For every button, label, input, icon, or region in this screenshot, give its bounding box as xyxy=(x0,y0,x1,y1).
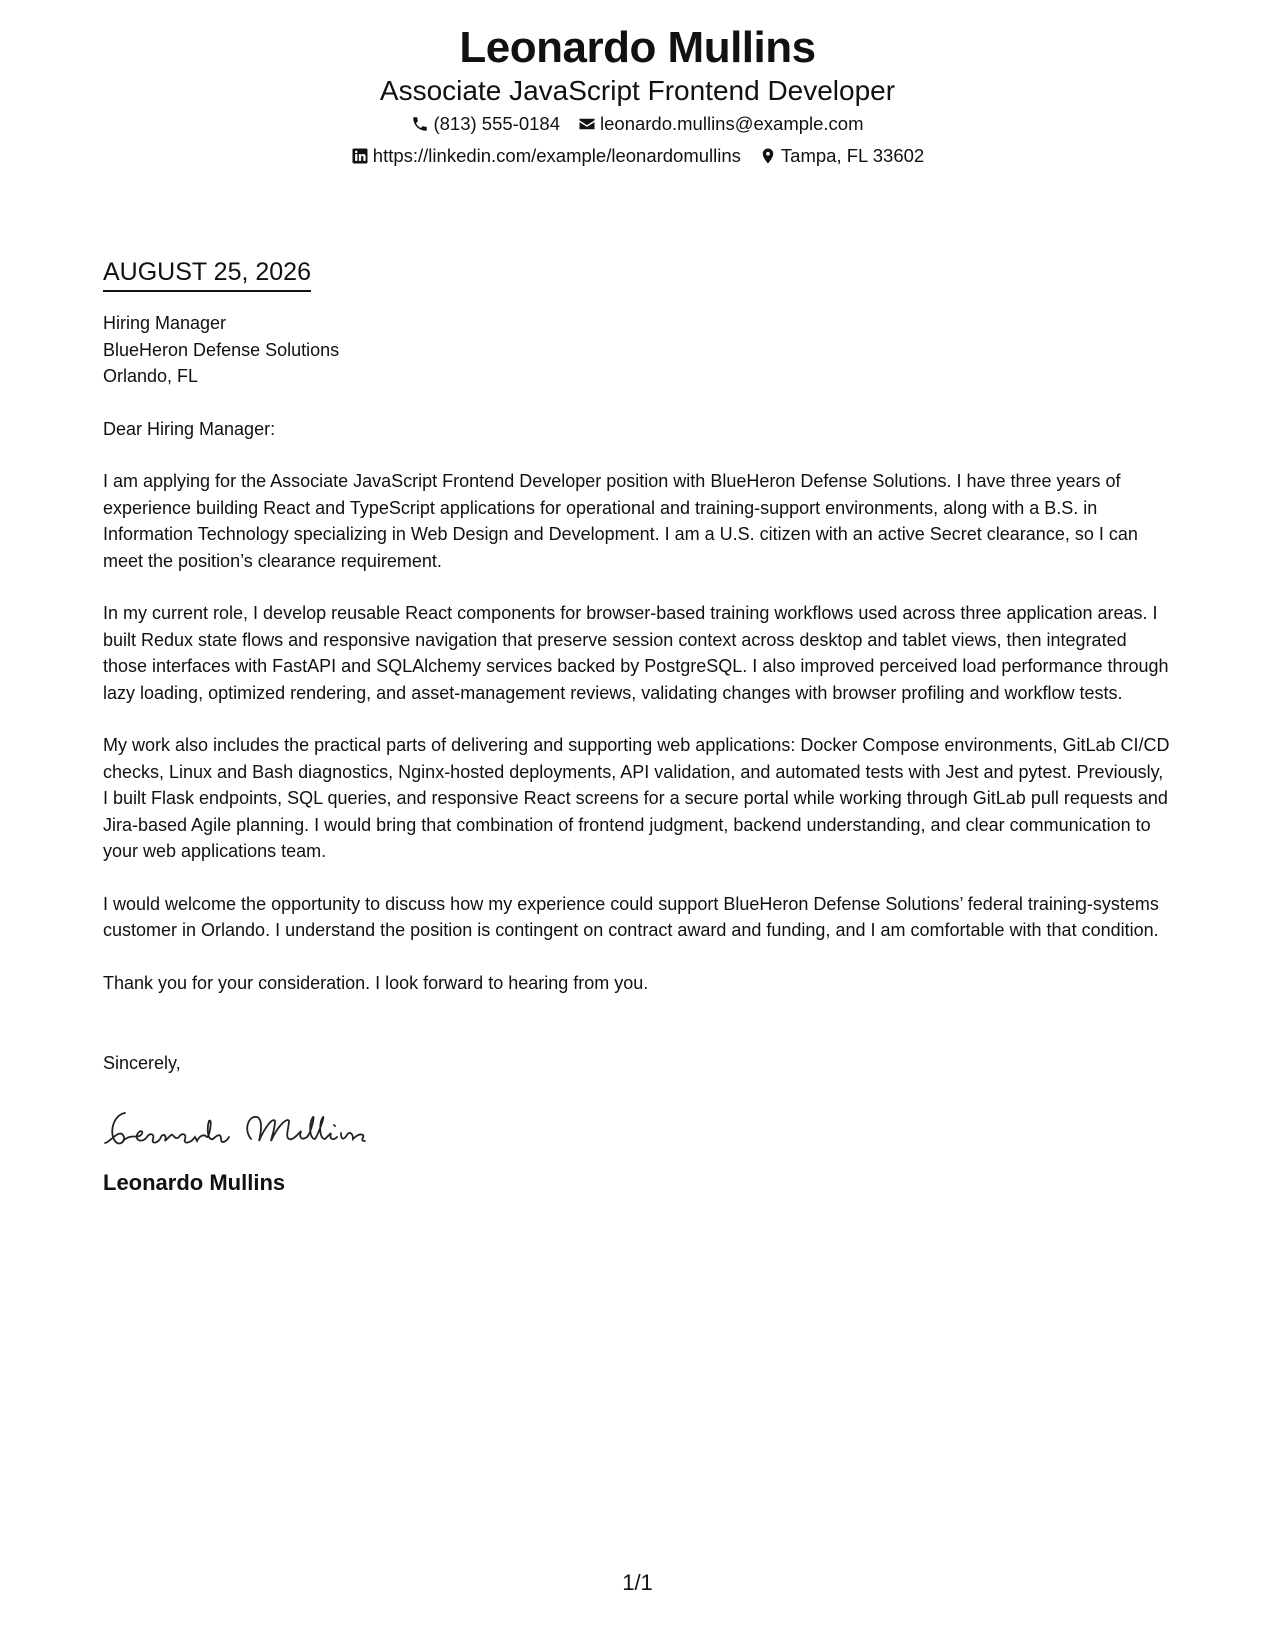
body-paragraph: My work also includes the practical parts of delivering and supporting web applications: Docker Compose environments, GitLab CI/CD checks, Linux and Bash diagnostics, Nginx-hosted deployments, API validation, and automated tests with Jest and pytest. Previously, I built Flask endpoints, SQL queries, and responsive React screens for a secure portal while working through GitLab pull requests and Jira-based Agile planning. I would bring that combination of frontend judgment, backend understanding, and clear communication to your web applications team. xyxy=(103,735,1170,861)
handwritten-signature xyxy=(103,1103,1173,1151)
letter-header xyxy=(0,22,1275,172)
closing: Sincerely, xyxy=(103,1053,181,1073)
body-paragraph: I would welcome the opportunity to discuss how my experience could support BlueHeron Defense Solutions’ federal training-systems customer in Orlando. I understand the position is contingent on contract award and funding, and I am comfortable with that condition. xyxy=(103,893,1159,940)
location-text: Tampa, FL 33602 xyxy=(780,145,925,166)
body-paragraph: In my current role, I develop reusable React components for browser-based training workflows used across three application areas. I built Redux state flows and responsive navigation that preserve session context across desktop and tablet views, then integrated those interfaces with FastAPI and SQLAlchemy services backed by PostgreSQL. I also improved perceived load performance through lazy loading, optimized rendering, and asset-management reviews, validating changes with browser profiling and workflow tests. xyxy=(103,603,1169,703)
contact-linkedin[interactable] xyxy=(351,140,741,172)
recipient-line: Hiring Manager xyxy=(103,313,227,333)
recipient-address xyxy=(103,310,1173,390)
contact-row-secondary xyxy=(0,140,1275,172)
page-number: 1/1 xyxy=(622,1570,653,1595)
linkedin-icon xyxy=(351,147,369,165)
salutation: Dear Hiring Manager: xyxy=(103,418,276,439)
phone-icon xyxy=(411,115,429,133)
contact-location xyxy=(759,140,924,172)
signed-name: Leonardo Mullins xyxy=(103,1169,286,1195)
contact-row-primary xyxy=(0,108,1275,140)
contact-email[interactable] xyxy=(578,108,864,140)
letter-body xyxy=(103,256,1173,1197)
phone-text: (813) 555-0184 xyxy=(433,113,560,134)
linkedin-text: https://linkedin.com/example/leonardomullins xyxy=(372,145,741,166)
map-pin-icon xyxy=(759,147,777,165)
applicant-name: Leonardo Mullins xyxy=(459,23,816,72)
recipient-line: BlueHeron Defense Solutions xyxy=(103,339,340,360)
body-paragraph: Thank you for your consideration. I look forward to hearing from you. xyxy=(103,972,649,993)
email-text: leonardo.mullins@example.com xyxy=(600,113,864,134)
recipient-line: Orlando, FL xyxy=(103,366,199,386)
body-paragraph: I am applying for the Associate JavaScript Frontend Developer position with BlueHeron Defense Solutions. I have three years of experience building React and TypeScript applications for operational and training-support environments, along with a B.S. in Information Technology specializing in Web Design and Development. I am a U.S. citizen with an active Secret clearance, so I can meet the position’s clearance requirement. xyxy=(103,471,1138,571)
contact-phone xyxy=(411,108,560,140)
applicant-role: Associate JavaScript Frontend Developer xyxy=(379,75,896,106)
signature-image xyxy=(103,1103,373,1151)
letter-date: AUGUST 25, 2026 xyxy=(103,256,311,292)
envelope-icon xyxy=(578,115,596,133)
